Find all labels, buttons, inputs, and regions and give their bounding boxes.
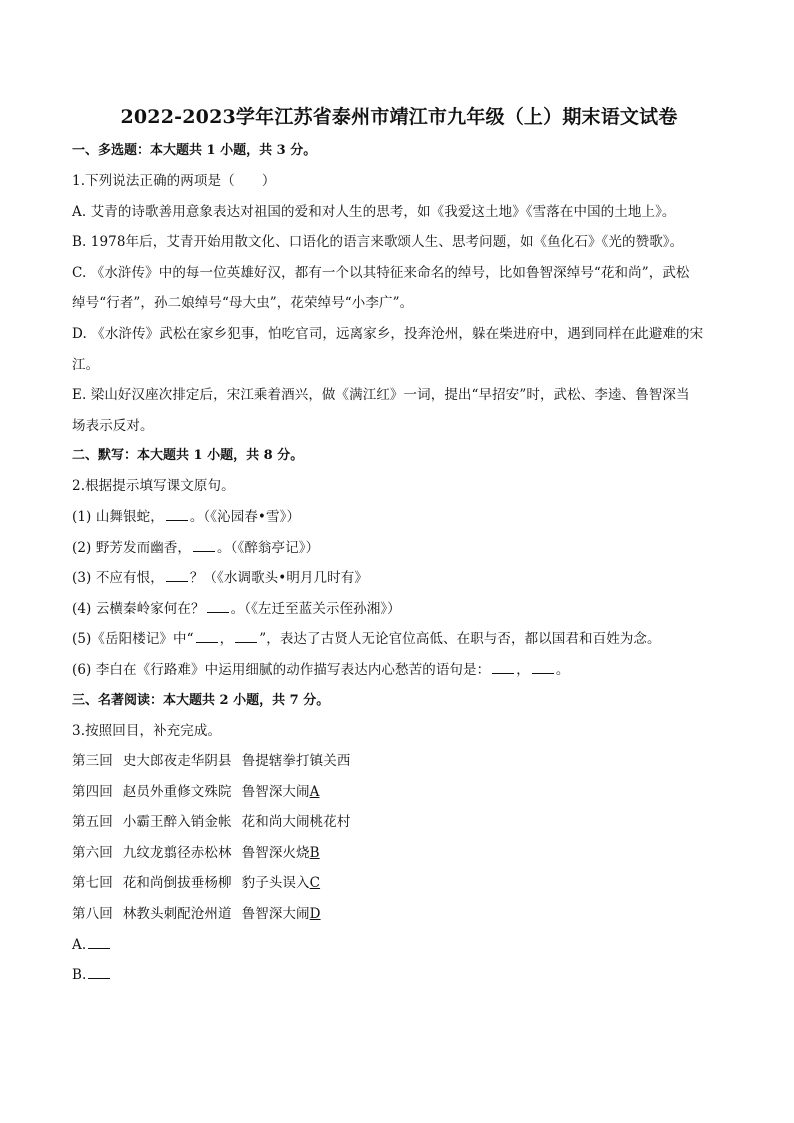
- q1-option-d: [72, 319, 726, 380]
- chapter-title-first: 花和尚倒拔垂杨柳: [122, 875, 232, 892]
- chapter-title-second: 鲁智深火烧: [241, 844, 310, 861]
- chapter-number: 第五回: [72, 814, 113, 831]
- chapter-title-first: 小霸王醉入销金帐: [122, 814, 232, 831]
- chapter-blank-marker: D: [309, 906, 321, 923]
- q2-item-1-suffix: 。（《沁园春•雪》）: [189, 508, 301, 525]
- answer-blank[interactable]: [166, 508, 188, 521]
- answer-blank[interactable]: [193, 539, 215, 552]
- chapter-blank-marker: A: [309, 783, 320, 800]
- chapter-title-second: 鲁提辖拳打镇关西: [241, 753, 351, 770]
- q3-answer-b-label: B.: [72, 967, 87, 984]
- q1-option-c-line2: 绰号“行者”，孙二娘绰号“母大虫”，花荣绰号“小李广”。: [72, 295, 414, 312]
- section-heading-3: 三、名著阅读：本大题共 2 小题，共 7 分。: [72, 692, 330, 708]
- q1-option-d-line2: 江。: [72, 356, 100, 373]
- chapter-title-first: 史大郎夜走华阴县: [122, 753, 232, 770]
- q3-answer-a: [72, 930, 726, 961]
- chapter-row: [72, 868, 726, 899]
- q2-item-2-suffix: 。（《醉翁亭记》）: [217, 539, 320, 556]
- q2-item-6-sep: ，: [516, 661, 530, 678]
- q1-option-c: [72, 258, 726, 319]
- q2-item-2-prefix: (2) 野芳发而幽香，: [72, 539, 192, 556]
- answer-blank[interactable]: [532, 661, 554, 674]
- q1-stem: 1.下列说法正确的两项是（ ）: [72, 173, 276, 189]
- section-heading-2: 二、默写：本大题共 1 小题，共 8 分。: [72, 448, 304, 464]
- q2-item-5-suffix: ”，表达了古贤人无论官位高低、在职与否，都以国君和百姓为念。: [259, 631, 661, 648]
- answer-blank[interactable]: [88, 936, 110, 949]
- q2-stem: 2.根据提示填写课文原句。: [72, 478, 235, 495]
- q2-item-4-suffix: 。（《左迁至蓝关示侄孙湘》）: [230, 600, 401, 617]
- answer-blank[interactable]: [166, 569, 188, 582]
- chapter-number: 第三回: [72, 753, 113, 770]
- answer-blank[interactable]: [88, 966, 110, 979]
- q2-item-4: [72, 594, 726, 625]
- chapter-number: 第八回: [72, 906, 113, 923]
- chapter-row: [72, 807, 726, 838]
- chapter-number: 第六回: [72, 844, 113, 861]
- q1-option-e-line2: 场表示反对。: [72, 417, 154, 434]
- q1-option-c-line1: C. 《水浒传》中的每一位英雄好汉，都有一个以其特征来命名的绰号，比如鲁智深绰号“花和尚”，武松: [72, 264, 690, 281]
- q1-option-e: [72, 380, 726, 441]
- chapter-title-second: 花和尚大闹桃花村: [241, 814, 351, 831]
- chapter-title-second: 豹子头误入: [241, 875, 310, 892]
- q2-item-2: [72, 533, 726, 564]
- chapter-row: [72, 777, 726, 808]
- q2-item-1: [72, 502, 726, 533]
- chapter-row: [72, 838, 726, 869]
- q1-option-b: B. 1978年后，艾青开始用散文化、口语化的语言来歌颂人生、思考问题，如《鱼化石》《光的赞歌》。: [72, 234, 684, 251]
- exam-page: [72, 100, 726, 991]
- q2-item-5-prefix: (5)《岳阳楼记》中“: [72, 631, 194, 648]
- chapter-number: 第四回: [72, 783, 113, 800]
- q3-stem: 3.按照回目，补充完成。: [72, 722, 222, 739]
- q1-option-d-line1: D. 《水浒传》武松在家乡犯事，怕吃官司，远离家乡，投奔沧州，躲在柴进府中，遇到同样在此避难的宋: [72, 325, 704, 342]
- chapter-row: [72, 746, 726, 777]
- q1-option-e-line1: E. 梁山好汉座次排定后，宋江乘着酒兴，做《满江红》一词，提出“早招安”时，武松、李逵、鲁智深当: [72, 387, 690, 404]
- q2-item-3: [72, 563, 726, 594]
- q2-item-6-suffix: 。: [555, 661, 570, 678]
- q2-item-6-prefix: (6) 李白在《行路难》中运用细腻的动作描写表达内心愁苦的语句是：: [72, 661, 491, 678]
- answer-blank[interactable]: [492, 661, 514, 674]
- q3-answer-b: [72, 960, 726, 991]
- q3-answer-a-label: A.: [72, 936, 87, 953]
- answer-blank[interactable]: [235, 630, 257, 643]
- q2-item-4-prefix: (4) 云横秦岭家何在？: [72, 600, 205, 617]
- q2-item-3-suffix: ？（《水调歌头•明月几时有》: [189, 570, 368, 587]
- q2-item-1-prefix: (1) 山舞银蛇，: [72, 508, 164, 525]
- chapter-row: [72, 899, 726, 930]
- answer-blank[interactable]: [196, 630, 218, 643]
- chapter-title-first: 九纹龙翦径赤松林: [122, 844, 232, 861]
- exam-title: 2022-2023学年江苏省泰州市靖江市九年级（上）期末语文试卷: [120, 106, 678, 128]
- chapter-blank-marker: C: [309, 875, 321, 892]
- chapter-blank-marker: B: [309, 844, 320, 861]
- section-heading-1: 一、多选题：本大题共 1 小题，共 3 分。: [72, 143, 317, 158]
- q1-option-a: A. 艾青的诗歌善用意象表达对祖国的爱和对人生的思考，如《我爱这土地》《雪落在中国的土地上》。: [72, 203, 676, 220]
- chapter-title-second: 鲁智深大闹: [241, 783, 310, 800]
- q2-item-5: [72, 624, 726, 655]
- chapter-title-first: 赵员外重修文殊院: [122, 783, 232, 800]
- q2-item-6: [72, 655, 726, 686]
- chapter-title-first: 林教头刺配沧州道: [122, 906, 232, 923]
- answer-blank[interactable]: [207, 600, 229, 613]
- chapter-number: 第七回: [72, 875, 113, 892]
- q2-item-5-sep: ，: [219, 631, 234, 648]
- chapter-title-second: 鲁智深大闹: [241, 906, 310, 923]
- q2-item-3-prefix: (3) 不应有恨，: [72, 570, 164, 587]
